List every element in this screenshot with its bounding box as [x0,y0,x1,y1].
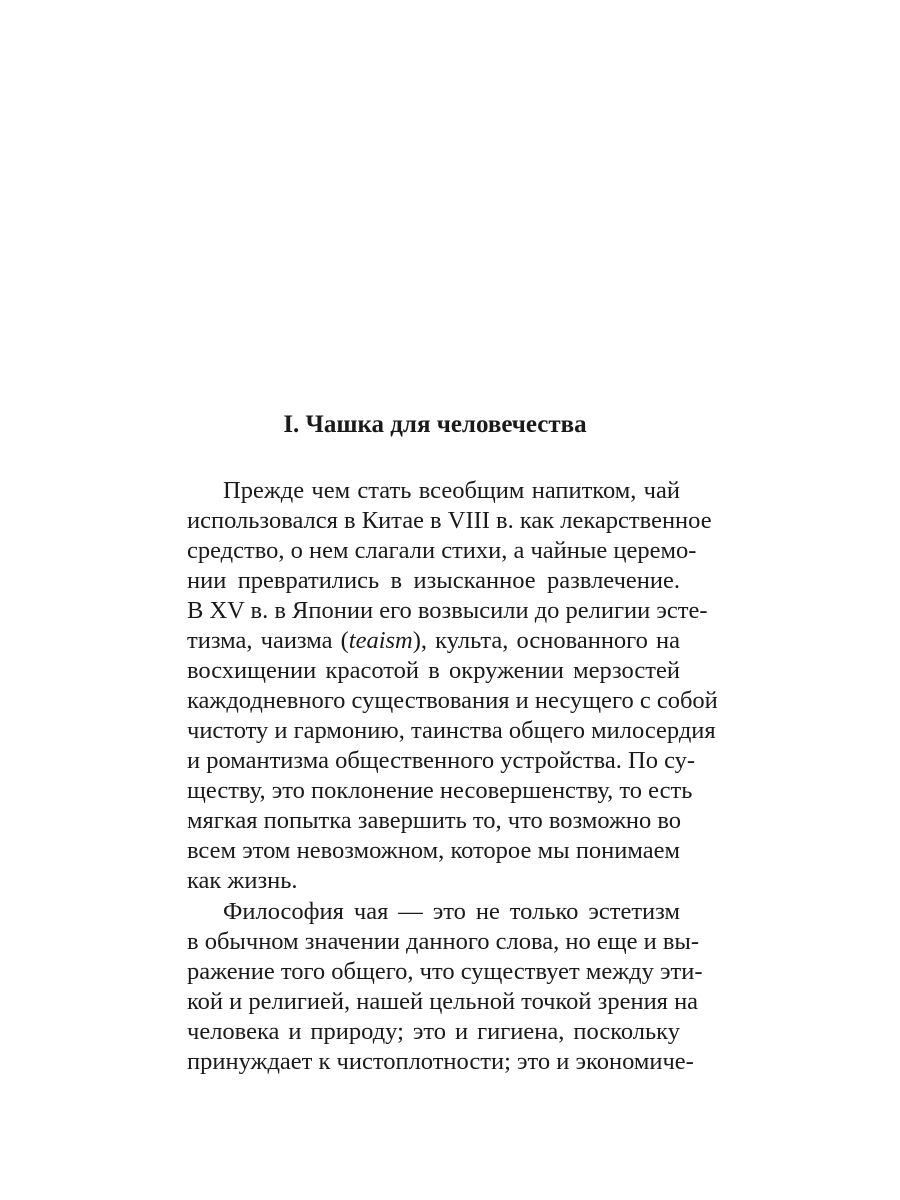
italic-term: teaism [348,627,413,654]
text-line: ражение того общего, что существует между эти- [187,958,703,985]
text-line: каждодневного существования и несущего с собой [187,687,718,714]
text-segment: тизма, чаизма ( [187,627,349,654]
text-line: всем этом невозможном, которое мы понимаем [187,837,680,864]
chapter-title: I. Чашка для человечества [283,411,587,438]
text-line: Прежде чем стать всеобщим напитком, чай [223,477,680,504]
text-line: средство, о нем слагали стихи, а чайные церемо- [187,537,697,564]
text-line: мягкая попытка завершить то, что возможно во [187,807,682,834]
text-segment: ), культа, основанного на [412,627,680,654]
text-line: Философия чая — это не только эстетизм [223,898,680,925]
text-line: использовался в Китае в VIII в. как лекарственное [187,507,712,534]
text-line: принуждает к чистоплотности; это и экономиче- [187,1048,694,1075]
text-line: нии превратились в изысканное развлечение. [187,567,680,594]
text-line: восхищении красотой в окружении мерзостей [187,657,680,684]
text-line: кой и религией, нашей цельной точкой зрения на [187,988,699,1015]
text-line: как жизнь. [187,867,298,894]
text-line [187,626,680,656]
text-line: В XV в. в Японии его возвысили до религии эсте- [187,597,708,624]
text-line: и романтизма общественного устройства. По су- [187,747,696,774]
text-line: чистоту и гармонию, таинства общего милосердия [187,717,716,744]
text-line: в обычном значении данного слова, но еще и вы- [187,928,700,955]
text-line: ществу, это поклонение несовершенству, то есть [187,777,693,804]
text-line: человека и природу; это и гигиена, поскольку [187,1018,680,1045]
